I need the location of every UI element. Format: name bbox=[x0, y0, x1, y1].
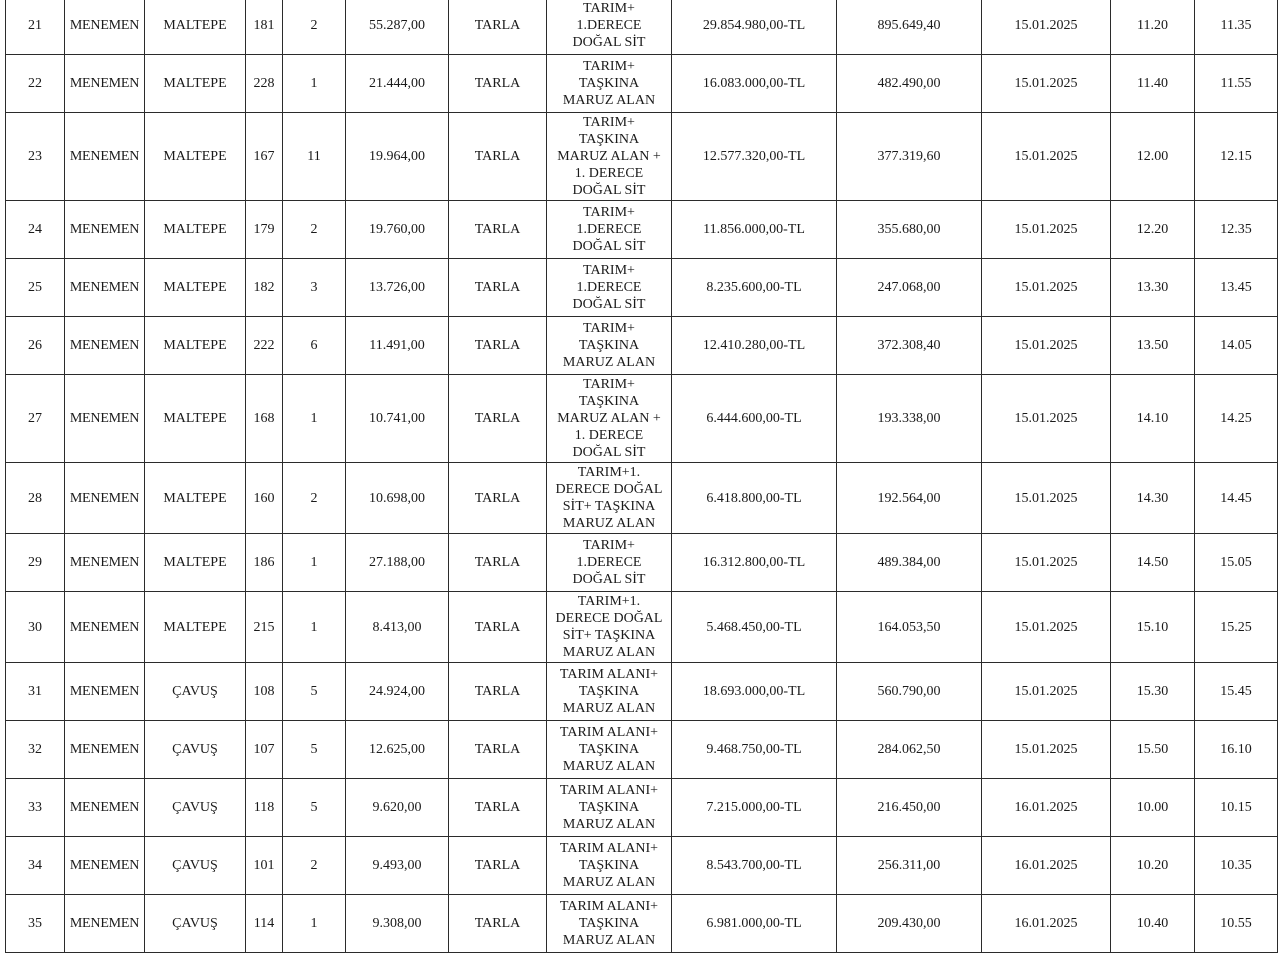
property-type-cell: TARLA bbox=[449, 721, 547, 779]
deposit-cell: 256.311,00 bbox=[837, 837, 982, 895]
start-time-cell: 14.10 bbox=[1111, 375, 1195, 463]
table-row bbox=[6, 113, 1278, 201]
zoning-status-line: TARIM ALANI+ bbox=[559, 783, 659, 798]
zoning-status-line: TAŞKINA bbox=[578, 684, 640, 699]
end-time-cell: 15.05 bbox=[1195, 534, 1278, 592]
zoning-status-line: 1.DERECE bbox=[576, 222, 642, 237]
zoning-status-cell bbox=[547, 779, 672, 837]
zoning-status-line: MARUZ ALAN bbox=[562, 817, 656, 832]
property-type-cell: TARLA bbox=[449, 663, 547, 721]
district-cell: MENEMEN bbox=[65, 534, 145, 592]
zoning-status-line: MARUZ ALAN bbox=[562, 875, 656, 890]
block-number-cell: 168 bbox=[246, 375, 283, 463]
zoning-status-line: 1. DERECE bbox=[574, 166, 644, 181]
block-number-cell: 114 bbox=[246, 895, 283, 953]
parcel-number-cell: 1 bbox=[283, 592, 346, 663]
zoning-status-cell bbox=[547, 895, 672, 953]
parcel-number-cell: 11 bbox=[283, 113, 346, 201]
start-time-cell: 10.00 bbox=[1111, 779, 1195, 837]
property-type-cell: TARLA bbox=[449, 895, 547, 953]
block-number-cell: 181 bbox=[246, 0, 283, 55]
zoning-status-cell bbox=[547, 55, 672, 113]
district-cell: MENEMEN bbox=[65, 317, 145, 375]
estimated-value-cell: 5.468.450,00-TL bbox=[672, 592, 837, 663]
zoning-status-line: TAŞKINA bbox=[578, 858, 640, 873]
zoning-status-line: TARIM+ bbox=[583, 263, 635, 278]
start-time-cell: 11.20 bbox=[1111, 0, 1195, 55]
zoning-status-line: TAŞKINA bbox=[578, 394, 640, 409]
zoning-status-line: TAŞKINA bbox=[578, 916, 640, 931]
table-row bbox=[6, 837, 1278, 895]
neighborhood-cell: ÇAVUŞ bbox=[145, 837, 246, 895]
neighborhood-cell: MALTEPE bbox=[145, 317, 246, 375]
block-number-cell: 179 bbox=[246, 201, 283, 259]
table-row bbox=[6, 259, 1278, 317]
zoning-status-line: TARIM ALANI+ bbox=[559, 841, 659, 856]
estimated-value-cell: 6.981.000,00-TL bbox=[672, 895, 837, 953]
zoning-status-line: TAŞKINA bbox=[578, 76, 640, 91]
deposit-cell: 247.068,00 bbox=[837, 259, 982, 317]
zoning-status-line: 1. DERECE bbox=[574, 428, 644, 443]
zoning-status-line: MARUZ ALAN bbox=[562, 701, 656, 716]
end-time-cell: 11.55 bbox=[1195, 55, 1278, 113]
start-time-cell: 14.50 bbox=[1111, 534, 1195, 592]
zoning-status-cell bbox=[547, 592, 672, 663]
zoning-status-line: DOĞAL SİT bbox=[572, 297, 646, 312]
start-time-cell: 13.30 bbox=[1111, 259, 1195, 317]
block-number-cell: 108 bbox=[246, 663, 283, 721]
zoning-status-line: DOĞAL SİT bbox=[572, 445, 646, 460]
zoning-status-cell bbox=[547, 663, 672, 721]
neighborhood-cell: MALTEPE bbox=[145, 259, 246, 317]
zoning-status-line: DOĞAL SİT bbox=[572, 35, 646, 50]
zoning-status-cell bbox=[547, 534, 672, 592]
deposit-cell: 489.384,00 bbox=[837, 534, 982, 592]
area-cell: 9.620,00 bbox=[346, 779, 449, 837]
block-number-cell: 101 bbox=[246, 837, 283, 895]
zoning-status-line: TARIM+ bbox=[583, 205, 635, 220]
zoning-status-cell bbox=[547, 0, 672, 55]
parcel-number-cell: 2 bbox=[283, 0, 346, 55]
table-row bbox=[6, 895, 1278, 953]
auction-date-cell: 15.01.2025 bbox=[982, 534, 1111, 592]
auction-date-cell: 15.01.2025 bbox=[982, 463, 1111, 534]
property-type-cell: TARLA bbox=[449, 201, 547, 259]
deposit-cell: 355.680,00 bbox=[837, 201, 982, 259]
row-number-cell: 30 bbox=[6, 592, 65, 663]
parcel-auction-table bbox=[5, 0, 1278, 953]
zoning-status-line: MARUZ ALAN bbox=[562, 516, 656, 531]
district-cell: MENEMEN bbox=[65, 375, 145, 463]
zoning-status-cell bbox=[547, 317, 672, 375]
zoning-status-line: DERECE DOĞAL bbox=[555, 611, 663, 626]
zoning-status-line: MARUZ ALAN + bbox=[557, 149, 661, 164]
area-cell: 11.491,00 bbox=[346, 317, 449, 375]
auction-date-cell: 15.01.2025 bbox=[982, 317, 1111, 375]
zoning-status-line: TARIM+ bbox=[583, 321, 635, 336]
row-number-cell: 32 bbox=[6, 721, 65, 779]
area-cell: 13.726,00 bbox=[346, 259, 449, 317]
zoning-status-line: MARUZ ALAN bbox=[562, 93, 656, 108]
property-type-cell: TARLA bbox=[449, 0, 547, 55]
zoning-status-line: MARUZ ALAN bbox=[562, 355, 656, 370]
end-time-cell: 10.35 bbox=[1195, 837, 1278, 895]
deposit-cell: 372.308,40 bbox=[837, 317, 982, 375]
district-cell: MENEMEN bbox=[65, 55, 145, 113]
zoning-status-cell bbox=[547, 375, 672, 463]
area-cell: 27.188,00 bbox=[346, 534, 449, 592]
row-number-cell: 27 bbox=[6, 375, 65, 463]
parcel-number-cell: 2 bbox=[283, 201, 346, 259]
start-time-cell: 15.50 bbox=[1111, 721, 1195, 779]
neighborhood-cell: ÇAVUŞ bbox=[145, 663, 246, 721]
area-cell: 10.698,00 bbox=[346, 463, 449, 534]
zoning-status-line: TARIM+ bbox=[583, 115, 635, 130]
zoning-status-line: DOĞAL SİT bbox=[572, 183, 646, 198]
table-row bbox=[6, 663, 1278, 721]
end-time-cell: 12.35 bbox=[1195, 201, 1278, 259]
zoning-status-cell bbox=[547, 721, 672, 779]
auction-date-cell: 15.01.2025 bbox=[982, 721, 1111, 779]
zoning-status-line: TARIM+ bbox=[583, 377, 635, 392]
zoning-status-cell bbox=[547, 201, 672, 259]
table-body bbox=[6, 0, 1278, 953]
parcel-number-cell: 1 bbox=[283, 895, 346, 953]
estimated-value-cell: 7.215.000,00-TL bbox=[672, 779, 837, 837]
block-number-cell: 107 bbox=[246, 721, 283, 779]
zoning-status-line: TARIM+ bbox=[583, 1, 635, 16]
district-cell: MENEMEN bbox=[65, 201, 145, 259]
start-time-cell: 12.00 bbox=[1111, 113, 1195, 201]
zoning-status-line: TARIM+ bbox=[583, 538, 635, 553]
end-time-cell: 13.45 bbox=[1195, 259, 1278, 317]
row-number-cell: 34 bbox=[6, 837, 65, 895]
estimated-value-cell: 16.083.000,00-TL bbox=[672, 55, 837, 113]
district-cell: MENEMEN bbox=[65, 663, 145, 721]
row-number-cell: 33 bbox=[6, 779, 65, 837]
auction-date-cell: 16.01.2025 bbox=[982, 895, 1111, 953]
row-number-cell: 25 bbox=[6, 259, 65, 317]
area-cell: 55.287,00 bbox=[346, 0, 449, 55]
zoning-status-line: TARIM ALANI+ bbox=[559, 899, 659, 914]
parcel-number-cell: 2 bbox=[283, 837, 346, 895]
area-cell: 8.413,00 bbox=[346, 592, 449, 663]
end-time-cell: 16.10 bbox=[1195, 721, 1278, 779]
auction-date-cell: 15.01.2025 bbox=[982, 375, 1111, 463]
row-number-cell: 28 bbox=[6, 463, 65, 534]
property-type-cell: TARLA bbox=[449, 375, 547, 463]
deposit-cell: 192.564,00 bbox=[837, 463, 982, 534]
area-cell: 19.964,00 bbox=[346, 113, 449, 201]
block-number-cell: 186 bbox=[246, 534, 283, 592]
parcel-number-cell: 6 bbox=[283, 317, 346, 375]
block-number-cell: 228 bbox=[246, 55, 283, 113]
auction-date-cell: 15.01.2025 bbox=[982, 259, 1111, 317]
zoning-status-cell bbox=[547, 259, 672, 317]
area-cell: 12.625,00 bbox=[346, 721, 449, 779]
deposit-cell: 209.430,00 bbox=[837, 895, 982, 953]
row-number-cell: 23 bbox=[6, 113, 65, 201]
district-cell: MENEMEN bbox=[65, 463, 145, 534]
row-number-cell: 29 bbox=[6, 534, 65, 592]
start-time-cell: 12.20 bbox=[1111, 201, 1195, 259]
table-row bbox=[6, 201, 1278, 259]
district-cell: MENEMEN bbox=[65, 779, 145, 837]
row-number-cell: 26 bbox=[6, 317, 65, 375]
block-number-cell: 167 bbox=[246, 113, 283, 201]
table-row bbox=[6, 375, 1278, 463]
property-type-cell: TARLA bbox=[449, 463, 547, 534]
row-number-cell: 35 bbox=[6, 895, 65, 953]
deposit-cell: 377.319,60 bbox=[837, 113, 982, 201]
parcel-number-cell: 5 bbox=[283, 663, 346, 721]
end-time-cell: 14.25 bbox=[1195, 375, 1278, 463]
zoning-status-cell bbox=[547, 837, 672, 895]
zoning-status-line: MARUZ ALAN bbox=[562, 933, 656, 948]
property-type-cell: TARLA bbox=[449, 534, 547, 592]
auction-date-cell: 15.01.2025 bbox=[982, 0, 1111, 55]
neighborhood-cell: MALTEPE bbox=[145, 0, 246, 55]
end-time-cell: 10.55 bbox=[1195, 895, 1278, 953]
neighborhood-cell: MALTEPE bbox=[145, 375, 246, 463]
neighborhood-cell: ÇAVUŞ bbox=[145, 779, 246, 837]
area-cell: 19.760,00 bbox=[346, 201, 449, 259]
zoning-status-line: TARIM ALANI+ bbox=[559, 725, 659, 740]
deposit-cell: 193.338,00 bbox=[837, 375, 982, 463]
estimated-value-cell: 6.418.800,00-TL bbox=[672, 463, 837, 534]
zoning-status-line: TARIM ALANI+ bbox=[559, 667, 659, 682]
table-row bbox=[6, 779, 1278, 837]
auction-date-cell: 15.01.2025 bbox=[982, 592, 1111, 663]
zoning-status-line: DERECE DOĞAL bbox=[555, 482, 663, 497]
end-time-cell: 14.45 bbox=[1195, 463, 1278, 534]
block-number-cell: 222 bbox=[246, 317, 283, 375]
zoning-status-line: 1.DERECE bbox=[576, 555, 642, 570]
deposit-cell: 482.490,00 bbox=[837, 55, 982, 113]
zoning-status-cell bbox=[547, 113, 672, 201]
auction-date-cell: 15.01.2025 bbox=[982, 201, 1111, 259]
zoning-status-line: MARUZ ALAN + bbox=[557, 411, 661, 426]
property-type-cell: TARLA bbox=[449, 592, 547, 663]
end-time-cell: 11.35 bbox=[1195, 0, 1278, 55]
neighborhood-cell: ÇAVUŞ bbox=[145, 721, 246, 779]
end-time-cell: 12.15 bbox=[1195, 113, 1278, 201]
area-cell: 21.444,00 bbox=[346, 55, 449, 113]
zoning-status-line: TARIM+1. bbox=[577, 465, 641, 480]
auction-date-cell: 16.01.2025 bbox=[982, 779, 1111, 837]
neighborhood-cell: ÇAVUŞ bbox=[145, 895, 246, 953]
block-number-cell: 215 bbox=[246, 592, 283, 663]
row-number-cell: 24 bbox=[6, 201, 65, 259]
property-type-cell: TARLA bbox=[449, 837, 547, 895]
zoning-status-line: SİT+ TAŞKINA bbox=[562, 628, 656, 643]
start-time-cell: 14.30 bbox=[1111, 463, 1195, 534]
end-time-cell: 15.25 bbox=[1195, 592, 1278, 663]
zoning-status-line: TAŞKINA bbox=[578, 742, 640, 757]
district-cell: MENEMEN bbox=[65, 0, 145, 55]
row-number-cell: 21 bbox=[6, 0, 65, 55]
deposit-cell: 560.790,00 bbox=[837, 663, 982, 721]
estimated-value-cell: 8.235.600,00-TL bbox=[672, 259, 837, 317]
property-type-cell: TARLA bbox=[449, 317, 547, 375]
parcel-number-cell: 1 bbox=[283, 534, 346, 592]
zoning-status-line: TAŞKINA bbox=[578, 338, 640, 353]
table-row bbox=[6, 55, 1278, 113]
zoning-status-line: TARIM+1. bbox=[577, 594, 641, 609]
auction-date-cell: 15.01.2025 bbox=[982, 55, 1111, 113]
neighborhood-cell: MALTEPE bbox=[145, 463, 246, 534]
estimated-value-cell: 12.577.320,00-TL bbox=[672, 113, 837, 201]
district-cell: MENEMEN bbox=[65, 837, 145, 895]
district-cell: MENEMEN bbox=[65, 113, 145, 201]
district-cell: MENEMEN bbox=[65, 721, 145, 779]
table-row bbox=[6, 721, 1278, 779]
auction-date-cell: 16.01.2025 bbox=[982, 837, 1111, 895]
deposit-cell: 164.053,50 bbox=[837, 592, 982, 663]
estimated-value-cell: 29.854.980,00-TL bbox=[672, 0, 837, 55]
deposit-cell: 284.062,50 bbox=[837, 721, 982, 779]
area-cell: 10.741,00 bbox=[346, 375, 449, 463]
zoning-status-line: DOĞAL SİT bbox=[572, 572, 646, 587]
deposit-cell: 216.450,00 bbox=[837, 779, 982, 837]
area-cell: 9.308,00 bbox=[346, 895, 449, 953]
property-type-cell: TARLA bbox=[449, 113, 547, 201]
start-time-cell: 13.50 bbox=[1111, 317, 1195, 375]
estimated-value-cell: 8.543.700,00-TL bbox=[672, 837, 837, 895]
block-number-cell: 182 bbox=[246, 259, 283, 317]
district-cell: MENEMEN bbox=[65, 895, 145, 953]
end-time-cell: 10.15 bbox=[1195, 779, 1278, 837]
zoning-status-line: MARUZ ALAN bbox=[562, 645, 656, 660]
parcel-number-cell: 3 bbox=[283, 259, 346, 317]
auction-date-cell: 15.01.2025 bbox=[982, 113, 1111, 201]
block-number-cell: 160 bbox=[246, 463, 283, 534]
estimated-value-cell: 11.856.000,00-TL bbox=[672, 201, 837, 259]
end-time-cell: 14.05 bbox=[1195, 317, 1278, 375]
estimated-value-cell: 12.410.280,00-TL bbox=[672, 317, 837, 375]
start-time-cell: 15.10 bbox=[1111, 592, 1195, 663]
district-cell: MENEMEN bbox=[65, 259, 145, 317]
district-cell: MENEMEN bbox=[65, 592, 145, 663]
area-cell: 9.493,00 bbox=[346, 837, 449, 895]
neighborhood-cell: MALTEPE bbox=[145, 201, 246, 259]
table-row bbox=[6, 463, 1278, 534]
zoning-status-line: SİT+ TAŞKINA bbox=[562, 499, 656, 514]
neighborhood-cell: MALTEPE bbox=[145, 113, 246, 201]
parcel-number-cell: 5 bbox=[283, 779, 346, 837]
table-row bbox=[6, 592, 1278, 663]
row-number-cell: 31 bbox=[6, 663, 65, 721]
row-number-cell: 22 bbox=[6, 55, 65, 113]
zoning-status-line: DOĞAL SİT bbox=[572, 239, 646, 254]
property-type-cell: TARLA bbox=[449, 779, 547, 837]
property-type-cell: TARLA bbox=[449, 55, 547, 113]
neighborhood-cell: MALTEPE bbox=[145, 592, 246, 663]
table-row bbox=[6, 317, 1278, 375]
start-time-cell: 11.40 bbox=[1111, 55, 1195, 113]
table-row bbox=[6, 534, 1278, 592]
area-cell: 24.924,00 bbox=[346, 663, 449, 721]
deposit-cell: 895.649,40 bbox=[837, 0, 982, 55]
parcel-number-cell: 1 bbox=[283, 55, 346, 113]
estimated-value-cell: 16.312.800,00-TL bbox=[672, 534, 837, 592]
parcel-number-cell: 5 bbox=[283, 721, 346, 779]
estimated-value-cell: 9.468.750,00-TL bbox=[672, 721, 837, 779]
estimated-value-cell: 6.444.600,00-TL bbox=[672, 375, 837, 463]
parcel-number-cell: 1 bbox=[283, 375, 346, 463]
auction-table-sheet bbox=[5, 0, 1277, 953]
parcel-number-cell: 2 bbox=[283, 463, 346, 534]
neighborhood-cell: MALTEPE bbox=[145, 55, 246, 113]
zoning-status-line: 1.DERECE bbox=[576, 280, 642, 295]
zoning-status-line: TAŞKINA bbox=[578, 800, 640, 815]
zoning-status-cell bbox=[547, 463, 672, 534]
property-type-cell: TARLA bbox=[449, 259, 547, 317]
start-time-cell: 10.20 bbox=[1111, 837, 1195, 895]
table-row bbox=[6, 0, 1278, 55]
zoning-status-line: MARUZ ALAN bbox=[562, 759, 656, 774]
start-time-cell: 10.40 bbox=[1111, 895, 1195, 953]
estimated-value-cell: 18.693.000,00-TL bbox=[672, 663, 837, 721]
start-time-cell: 15.30 bbox=[1111, 663, 1195, 721]
zoning-status-line: 1.DERECE bbox=[576, 18, 642, 33]
neighborhood-cell: MALTEPE bbox=[145, 534, 246, 592]
zoning-status-line: TAŞKINA bbox=[578, 132, 640, 147]
end-time-cell: 15.45 bbox=[1195, 663, 1278, 721]
auction-date-cell: 15.01.2025 bbox=[982, 663, 1111, 721]
block-number-cell: 118 bbox=[246, 779, 283, 837]
zoning-status-line: TARIM+ bbox=[583, 59, 635, 74]
